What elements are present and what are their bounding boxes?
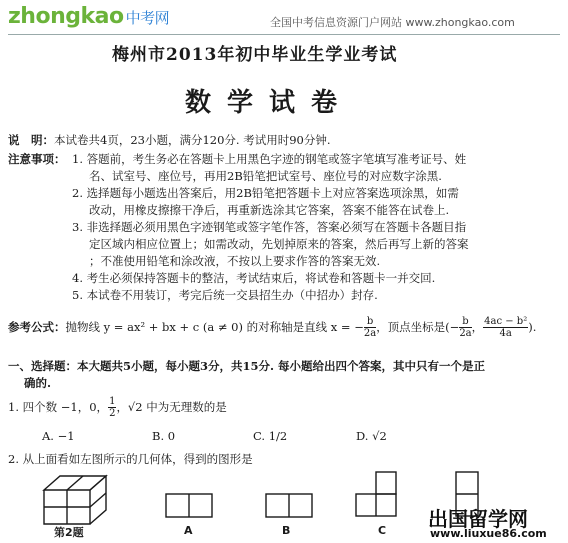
section1-heading: 一、选择题：本大题共5小题，每小题3分，共15分. 每小题给出四个答案，其中只有一个是正	[8, 359, 486, 373]
note-line: ；不准使用铅笔和涂改液，不按以上要求作答的答案无效.	[89, 254, 381, 268]
numerator: b	[364, 316, 376, 328]
section1-heading-cont: 确的.	[24, 376, 52, 390]
reference-formula	[8, 311, 536, 343]
q1-stem-a: 1. 四个数 −1，0，	[8, 399, 109, 414]
instructions-block	[8, 132, 331, 149]
q1-stem	[8, 394, 227, 420]
q2-option-b-figure	[266, 494, 312, 517]
q1-option-b	[152, 428, 175, 445]
denominator: 2a	[459, 327, 472, 339]
site-tagline: 全国中考信息资源门户网站 www.zhongkao.com	[270, 16, 515, 29]
formula-label: 参考公式：	[8, 319, 66, 334]
q1-option-d	[356, 428, 387, 445]
formula-text-2: ，顶点坐标是(−	[376, 319, 460, 334]
watermark-title: 出国留学网	[428, 507, 528, 531]
paper-title: 数学试卷	[185, 88, 354, 118]
note-line: 改动，用橡皮擦擦干净后，再重新选涂其它答案，答案不能答在试卷上.	[89, 203, 450, 217]
q2-option-a-figure	[166, 494, 212, 517]
formula-fraction-2	[459, 316, 471, 339]
zhongkao-logo[interactable]	[8, 4, 169, 29]
option-text: 1/2	[268, 429, 288, 443]
q2-label-a: A	[184, 524, 193, 537]
q2-stem: 2. 从上面看如左图所示的几何体，得到的图形是	[8, 452, 253, 466]
option-text: √2	[372, 429, 387, 443]
q1-option-c	[253, 428, 287, 445]
logo-text: zhongkao	[8, 4, 124, 29]
shuoming-label: 说 明：	[8, 133, 54, 147]
option-label: C.	[253, 429, 266, 443]
formula-fraction-1	[364, 316, 376, 339]
exam-title: 梅州市2013年初中毕业生学业考试	[112, 45, 398, 65]
note-line: 2. 选择题每小题选出答案后，用2B铅笔把答题卡上对应答案选项涂黑，如需	[72, 186, 459, 200]
option-text: −1	[57, 429, 75, 443]
note-line: 定区域内相应位置上；如需改动，先划掉原来的答案，然后再写上新的答案	[89, 237, 469, 251]
watermark-url: www.liuxue86.com	[430, 527, 547, 540]
shuoming-text: 本试卷共4页，23小题，满分120分. 考试用时90分钟.	[54, 133, 331, 147]
numerator: 1	[109, 395, 116, 407]
denominator: 2	[109, 407, 116, 419]
option-label: A.	[42, 429, 54, 443]
note-line: 1. 答题前，考生务必在答题卡上用黑色字迹的钢笔或签字笔填写准考证号、姓	[72, 152, 467, 166]
q2-label-b: B	[282, 524, 291, 537]
formula-fraction-3	[483, 316, 528, 339]
q1-stem-b: ，√2 中为无理数的是	[116, 399, 227, 414]
option-text: 0	[167, 429, 176, 443]
header-divider	[8, 34, 560, 35]
q2-option-c-figure	[356, 472, 396, 516]
denominator: 4a	[499, 327, 512, 339]
note-line: 4. 考生必须保持答题卡的整洁，考试结束后，将试卷和答题卡一并交回.	[72, 271, 436, 285]
logo-cn-text: 中考网	[125, 9, 170, 27]
note-line: 3. 非选择题必须用黑色字迹钢笔或签字笔作答，答案必须写在答题卡各题目指	[72, 220, 467, 234]
q1-fraction	[108, 396, 116, 419]
formula-text-3: ，	[471, 319, 484, 334]
note-line: 名、试室号、座位号，再用2B铅笔把试室号、座位号的对应数字涂黑.	[89, 169, 442, 183]
q2-figure-label: 第2题	[54, 526, 84, 539]
formula-text-4: ).	[528, 319, 537, 334]
formula-text-1: 抛物线 y = ax² + bx + c (a ≠ 0) 的对称轴是直线 x = −	[65, 319, 364, 334]
notes-label: 注意事项：	[8, 152, 66, 166]
note-line: 5. 本试卷不用装订，考完后统一交县招生办（中招办）封存.	[72, 288, 378, 302]
q2-solid-figure	[44, 476, 106, 524]
option-label: B.	[152, 429, 165, 443]
q1-option-a	[42, 428, 75, 445]
numerator: 4ac − b²	[484, 315, 528, 327]
notes-list	[72, 151, 469, 304]
numerator: b	[459, 316, 471, 328]
option-label: D.	[356, 429, 369, 443]
q2-label-c: C	[378, 524, 387, 537]
denominator: 2a	[363, 327, 377, 339]
